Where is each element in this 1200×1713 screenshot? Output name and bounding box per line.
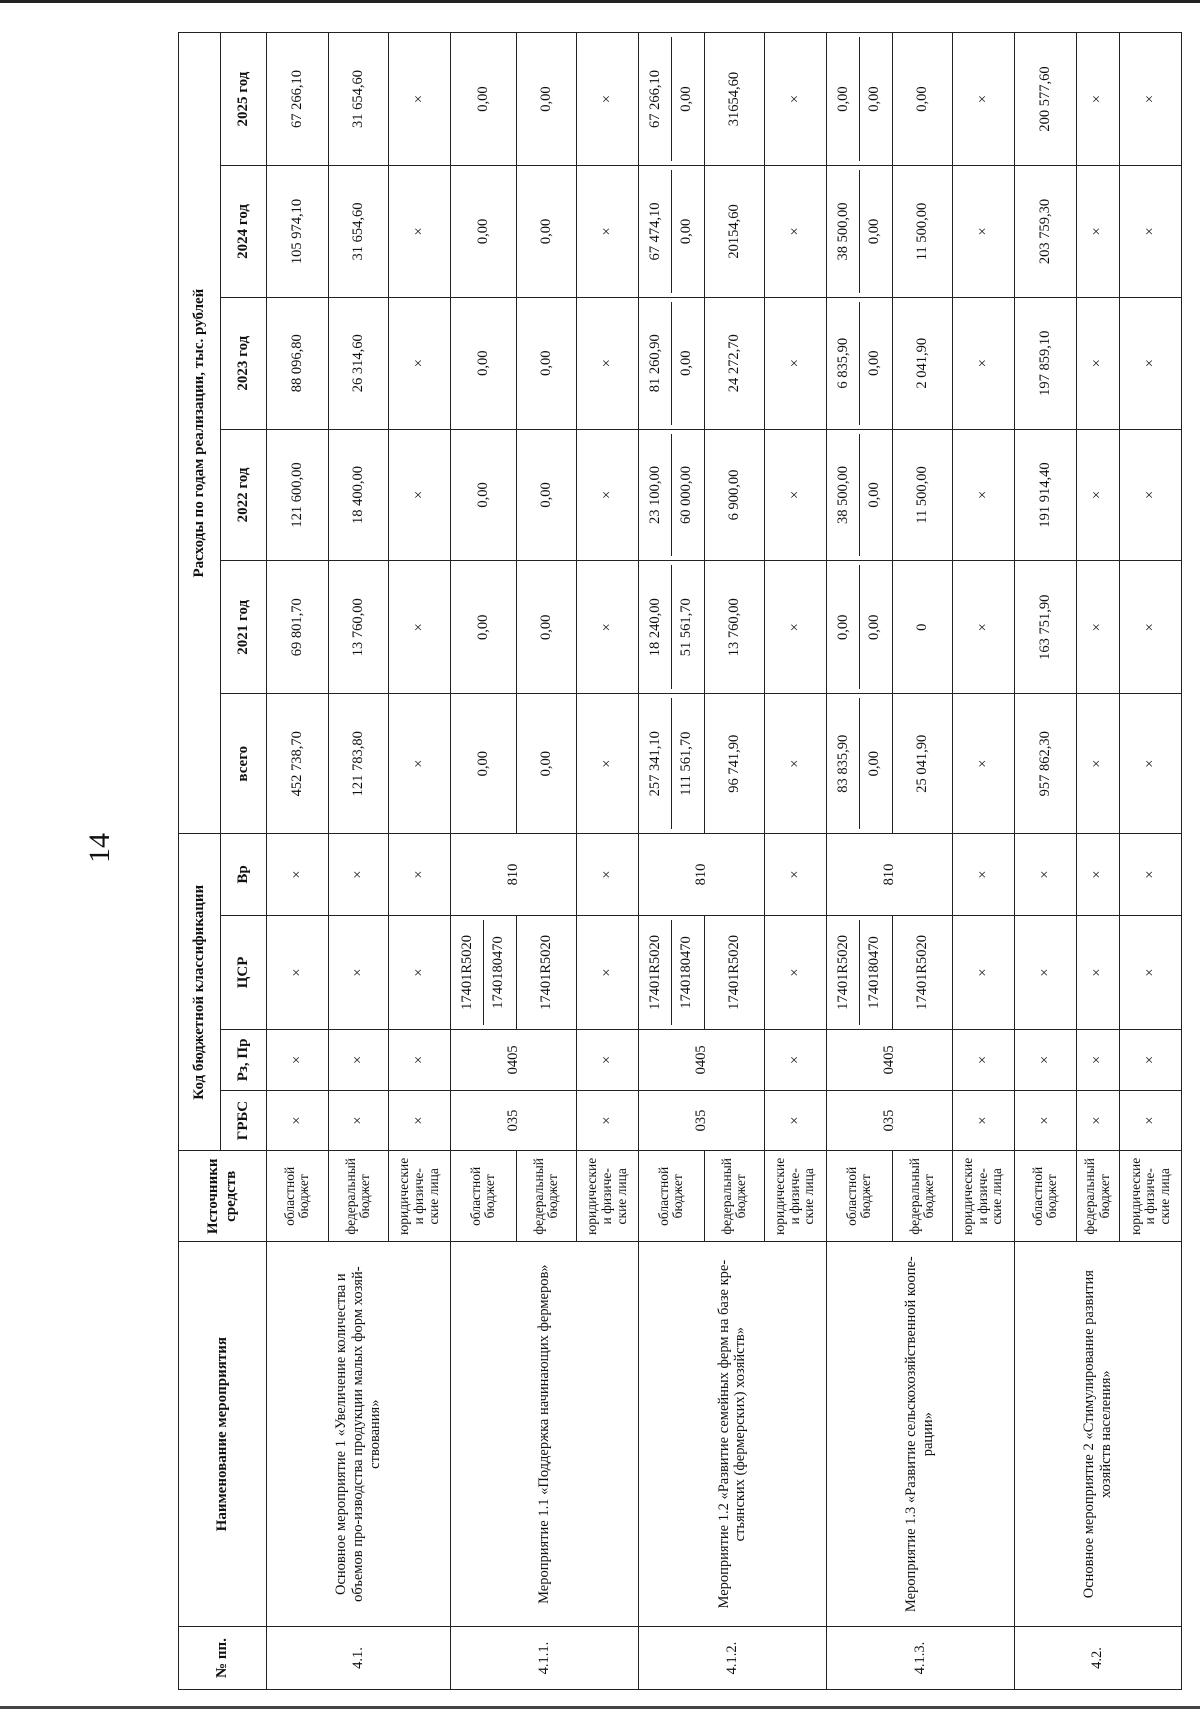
y2022-cell: 0,00 <box>516 429 576 561</box>
y2023-split-cell <box>638 297 704 429</box>
total-cell: × <box>576 694 638 834</box>
total-value: 111 561,70 <box>671 698 702 829</box>
y2025-cell: 31 654,60 <box>328 33 388 166</box>
y2023-value: 0,00 <box>859 302 890 425</box>
vr-cell: × <box>764 834 826 916</box>
row-number: 4.1.3. <box>826 1627 1014 1690</box>
y2021-cell: 0 <box>892 561 952 694</box>
y2024-cell: × <box>764 166 826 298</box>
source-regional: областной бюджет <box>267 1151 329 1242</box>
y2022-cell: × <box>1119 429 1181 561</box>
csr-split-cell <box>450 915 516 1029</box>
csr-cell: × <box>1119 915 1181 1029</box>
source-legal: юридические и физиче-ские лица <box>388 1151 450 1242</box>
y2024-cell: × <box>1119 166 1181 298</box>
csr-code: 1740180470 <box>483 920 514 1025</box>
y2022-cell: × <box>576 429 638 561</box>
total-value: 257 341,10 <box>646 731 663 797</box>
col-header-name: Наименование мероприятия <box>179 1242 267 1627</box>
row-number: 4.2. <box>1014 1627 1181 1690</box>
table-row <box>638 33 704 1690</box>
rzpr-cell: × <box>267 1030 329 1091</box>
y2025-cell: 0,00 <box>516 33 576 166</box>
y2023-split-cell <box>826 297 892 429</box>
activity-name: Мероприятие 1.3 «Развитие сельскохозяйственной коопе-рации» <box>826 1242 1014 1627</box>
y2023-cell: × <box>1119 297 1181 429</box>
row-number: 4.1.1. <box>450 1627 638 1690</box>
rzpr-cell: × <box>952 1030 1014 1091</box>
y2021-cell: × <box>388 561 450 694</box>
rotated-table-wrapper <box>178 32 1182 1690</box>
y2021-cell: × <box>1076 561 1119 694</box>
total-split-cell <box>826 694 892 834</box>
page-number: 14 <box>83 833 116 863</box>
rzpr-cell: 0405 <box>638 1030 764 1091</box>
col-header-expenses: Расходы по годам реализации, тыс. рублей <box>179 33 221 834</box>
y2022-cell: 191 914,40 <box>1014 429 1076 561</box>
y2021-value: 0,00 <box>834 614 851 640</box>
y2025-value: 0,00 <box>671 37 702 161</box>
y2023-cell: × <box>576 297 638 429</box>
row-number: 4.1.2. <box>638 1627 826 1690</box>
vr-cell: × <box>1014 834 1076 916</box>
y2023-value: 0,00 <box>671 302 702 425</box>
y2022-value: 0,00 <box>859 434 890 557</box>
source-regional: областной бюджет <box>826 1151 892 1242</box>
y2024-cell: 0,00 <box>516 166 576 298</box>
activity-name: Мероприятие 1.2 «Развитие семейных ферм на базе кре-стьянских (фермерских) хозяйств» <box>638 1242 826 1627</box>
y2022-value: 23 100,00 <box>646 465 663 524</box>
y2023-cell: 26 314,60 <box>328 297 388 429</box>
col-header-vr: Вр <box>221 834 267 916</box>
y2022-cell: × <box>952 429 1014 561</box>
y2025-cell: × <box>388 33 450 166</box>
y2024-value: 38 500,00 <box>834 202 851 261</box>
y2024-cell: × <box>388 166 450 298</box>
y2022-cell: 6 900,00 <box>704 429 764 561</box>
col-header-total: всего <box>221 694 267 834</box>
total-cell: 957 862,30 <box>1014 694 1076 834</box>
row-number: 4.1. <box>267 1627 451 1690</box>
total-cell: 0,00 <box>516 694 576 834</box>
y2022-cell: 0,00 <box>450 429 516 561</box>
grbs-cell: × <box>328 1090 388 1151</box>
csr-cell: 17401R5020 <box>892 915 952 1029</box>
y2025-cell: × <box>576 33 638 166</box>
total-value: 0,00 <box>859 698 890 829</box>
total-cell: × <box>764 694 826 834</box>
grbs-cell: × <box>267 1090 329 1151</box>
y2021-split-cell <box>638 561 704 694</box>
y2025-cell: × <box>952 33 1014 166</box>
y2022-split-cell <box>638 429 704 561</box>
col-header-csr: ЦСР <box>221 915 267 1029</box>
csr-code: 1740180470 <box>859 920 890 1025</box>
csr-cell: 17401R5020 <box>704 915 764 1029</box>
y2022-split-cell <box>826 429 892 561</box>
y2025-cell: 31654,60 <box>704 33 764 166</box>
csr-cell: × <box>1076 915 1119 1029</box>
csr-cell: 17401R5020 <box>516 915 576 1029</box>
y2024-cell: 203 759,30 <box>1014 166 1076 298</box>
y2024-cell: 11 500,00 <box>892 166 952 298</box>
total-cell: × <box>388 694 450 834</box>
vr-cell: × <box>267 834 329 916</box>
y2021-cell: × <box>764 561 826 694</box>
table-row <box>1014 33 1076 1690</box>
source-federal: федеральный бюджет <box>328 1151 388 1242</box>
y2022-cell: 11 500,00 <box>892 429 952 561</box>
y2024-value: 67 474,10 <box>646 202 663 261</box>
col-header-rzpr: Рз, Пр <box>221 1030 267 1091</box>
y2023-value: 6 835,90 <box>834 337 851 389</box>
total-cell: × <box>952 694 1014 834</box>
y2023-cell: 88 096,80 <box>267 297 329 429</box>
rzpr-cell: × <box>576 1030 638 1091</box>
rzpr-cell: 0405 <box>826 1030 952 1091</box>
y2022-value: 60 000,00 <box>671 434 702 557</box>
vr-cell: × <box>1119 834 1181 916</box>
csr-split-cell <box>826 915 892 1029</box>
y2023-cell: 0,00 <box>516 297 576 429</box>
y2025-split-cell <box>826 33 892 166</box>
csr-code: 17401R5020 <box>834 935 851 1010</box>
total-cell: 452 738,70 <box>267 694 329 834</box>
y2021-cell: 69 801,70 <box>267 561 329 694</box>
source-federal: федеральный бюджет <box>1076 1151 1119 1242</box>
col-header-2023: 2023 год <box>221 297 267 429</box>
vr-cell: × <box>388 834 450 916</box>
y2021-cell: 13 760,00 <box>704 561 764 694</box>
total-cell: 121 783,80 <box>328 694 388 834</box>
csr-split-cell <box>638 915 704 1029</box>
vr-cell: × <box>1076 834 1119 916</box>
y2025-cell: × <box>764 33 826 166</box>
activity-name: Мероприятие 1.1 «Поддержка начинающих фермеров» <box>450 1242 638 1627</box>
y2023-cell: 24 272,70 <box>704 297 764 429</box>
rzpr-cell: × <box>328 1030 388 1091</box>
col-header-2025: 2025 год <box>221 33 267 166</box>
total-cell: 25 041,90 <box>892 694 952 834</box>
source-federal: федеральный бюджет <box>704 1151 764 1242</box>
y2025-value: 67 266,10 <box>646 70 663 129</box>
table-body <box>267 33 1182 1690</box>
y2025-split-cell <box>638 33 704 166</box>
y2023-cell: × <box>764 297 826 429</box>
grbs-cell: 035 <box>450 1090 576 1151</box>
table-header <box>179 33 267 1690</box>
csr-cell: × <box>267 915 329 1029</box>
csr-code: 17401R5020 <box>646 935 663 1010</box>
grbs-cell: × <box>1076 1090 1119 1151</box>
y2025-cell: × <box>1076 33 1119 166</box>
y2024-split-cell <box>638 166 704 298</box>
total-cell: 0,00 <box>450 694 516 834</box>
y2022-cell: × <box>764 429 826 561</box>
top-scan-edge <box>0 0 1200 3</box>
grbs-cell: × <box>952 1090 1014 1151</box>
grbs-cell: 035 <box>638 1090 764 1151</box>
y2021-value: 0,00 <box>859 565 890 689</box>
y2025-cell: 0,00 <box>450 33 516 166</box>
rzpr-cell: × <box>764 1030 826 1091</box>
rzpr-cell: × <box>1076 1030 1119 1091</box>
source-federal: федеральный бюджет <box>516 1151 576 1242</box>
grbs-cell: × <box>388 1090 450 1151</box>
y2023-cell: 2 041,90 <box>892 297 952 429</box>
source-legal: юридические и физиче-ские лица <box>1119 1151 1181 1242</box>
vr-cell: 810 <box>638 834 764 916</box>
y2022-cell: × <box>388 429 450 561</box>
rzpr-cell: × <box>1014 1030 1076 1091</box>
activity-name: Основное мероприятие 1 «Увеличение количества и объемов про-изводства продукции малых форм хозяй-ствования» <box>267 1242 451 1627</box>
y2024-value: 0,00 <box>859 170 890 293</box>
y2024-cell: 20154,60 <box>704 166 764 298</box>
y2025-cell: 200 577,60 <box>1014 33 1076 166</box>
grbs-cell: 035 <box>826 1090 952 1151</box>
y2024-cell: 31 654,60 <box>328 166 388 298</box>
col-header-2024: 2024 год <box>221 166 267 298</box>
table-row <box>267 33 329 1690</box>
y2022-cell: 121 600,00 <box>267 429 329 561</box>
csr-cell: × <box>576 915 638 1029</box>
source-regional: областной бюджет <box>638 1151 704 1242</box>
y2024-cell: × <box>1076 166 1119 298</box>
vr-cell: × <box>952 834 1014 916</box>
y2021-value: 18 240,00 <box>646 598 663 657</box>
grbs-cell: × <box>764 1090 826 1151</box>
table-row <box>450 33 516 1690</box>
y2021-cell: × <box>1119 561 1181 694</box>
activity-name: Основное мероприятие 2 «Стимулирование развития хозяйств населения» <box>1014 1242 1181 1627</box>
rzpr-cell: × <box>1119 1030 1181 1091</box>
source-regional: областной бюджет <box>1014 1151 1076 1242</box>
rzpr-cell: 0405 <box>450 1030 576 1091</box>
csr-cell: × <box>952 915 1014 1029</box>
y2025-value: 0,00 <box>859 37 890 161</box>
source-legal: юридические и физиче-ские лица <box>952 1151 1014 1242</box>
table-row <box>826 33 892 1690</box>
y2022-cell: 18 400,00 <box>328 429 388 561</box>
rzpr-cell: × <box>388 1030 450 1091</box>
y2021-cell: × <box>952 561 1014 694</box>
total-value: 83 835,90 <box>834 734 851 793</box>
csr-cell: × <box>388 915 450 1029</box>
y2022-value: 38 500,00 <box>834 465 851 524</box>
vr-cell: × <box>576 834 638 916</box>
bottom-scan-edge <box>0 1706 1200 1709</box>
csr-code: 17401R5020 <box>458 935 475 1010</box>
vr-cell: 810 <box>450 834 576 916</box>
y2022-cell: × <box>1076 429 1119 561</box>
total-cell: × <box>1119 694 1181 834</box>
y2023-cell: × <box>388 297 450 429</box>
y2025-cell: × <box>1119 33 1181 166</box>
y2023-cell: × <box>1076 297 1119 429</box>
y2021-cell: 0,00 <box>450 561 516 694</box>
y2024-cell: 105 974,10 <box>267 166 329 298</box>
col-header-num: № пп. <box>179 1627 267 1690</box>
csr-cell: × <box>764 915 826 1029</box>
source-federal: федеральный бюджет <box>892 1151 952 1242</box>
y2021-value: 51 561,70 <box>671 565 702 689</box>
col-header-2022: 2022 год <box>221 429 267 561</box>
grbs-cell: × <box>1014 1090 1076 1151</box>
y2024-value: 0,00 <box>671 170 702 293</box>
y2024-split-cell <box>826 166 892 298</box>
y2024-cell: × <box>952 166 1014 298</box>
y2025-cell: 67 266,10 <box>267 33 329 166</box>
y2025-cell: 0,00 <box>892 33 952 166</box>
vr-cell: × <box>328 834 388 916</box>
col-header-source: Источники средств <box>179 1151 267 1242</box>
y2023-value: 81 260,90 <box>646 334 663 393</box>
col-header-budget-code: Код бюджетной классификации <box>179 834 221 1151</box>
total-cell: × <box>1076 694 1119 834</box>
y2021-cell: × <box>576 561 638 694</box>
csr-code: 1740180470 <box>671 920 702 1025</box>
y2025-value: 0,00 <box>834 86 851 112</box>
y2021-cell: 163 751,90 <box>1014 561 1076 694</box>
col-header-grbs: ГРБС <box>221 1090 267 1151</box>
total-split-cell <box>638 694 704 834</box>
y2021-cell: 0,00 <box>516 561 576 694</box>
source-regional: областной бюджет <box>450 1151 516 1242</box>
csr-cell: × <box>328 915 388 1029</box>
grbs-cell: × <box>576 1090 638 1151</box>
y2023-cell: 197 859,10 <box>1014 297 1076 429</box>
source-legal: юридические и физиче-ские лица <box>764 1151 826 1242</box>
y2023-cell: × <box>952 297 1014 429</box>
col-header-2021: 2021 год <box>221 561 267 694</box>
y2021-split-cell <box>826 561 892 694</box>
grbs-cell: × <box>1119 1090 1181 1151</box>
y2021-cell: 13 760,00 <box>328 561 388 694</box>
y2024-cell: × <box>576 166 638 298</box>
y2024-cell: 0,00 <box>450 166 516 298</box>
budget-table <box>178 32 1182 1690</box>
vr-cell: 810 <box>826 834 952 916</box>
csr-cell: × <box>1014 915 1076 1029</box>
total-cell: 96 741,90 <box>704 694 764 834</box>
source-legal: юридические и физиче-ские лица <box>576 1151 638 1242</box>
y2023-cell: 0,00 <box>450 297 516 429</box>
